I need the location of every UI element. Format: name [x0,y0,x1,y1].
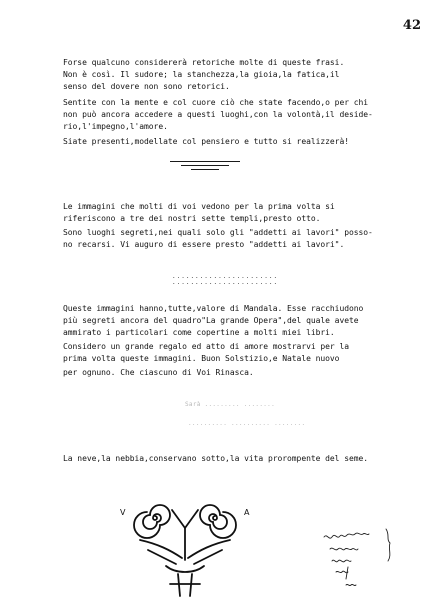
closing-line: La neve,la nebbia,conservano sotto,la vita prorompente del seme. [63,454,369,463]
paragraph-2-line: Sono luoghi segreti,nei quali solo gli "addetti ai lavori" posso- [63,228,373,237]
right-spiral-eye [200,505,236,538]
paragraph-3-line: ammirato i particolari come copertine a molti miei libri. [63,328,335,337]
paragraph-3-line: Queste immagini hanno,tutte,valore di Mandala. Esse racchiudono [63,304,364,313]
dotted-separator-row: ....................... [172,273,279,280]
paragraph-3-line: prima volta queste immagini. Buon Solstizio,e Natale nuovo [63,354,340,363]
page-number: 42 [402,18,421,33]
dotted-separator [172,274,278,286]
paragraph-1-line: Sentite con la mente e col cuore ciò che state facendo,o per chi [63,98,369,107]
paragraph-3-line: più segreti ancora del quadro"La grande Opera",del quale avete [63,316,359,325]
left-spiral-eye [134,505,170,538]
paragraph-1-line: non può ancora accedere a questi luoghi,con la volontà,il deside- [63,110,373,119]
faint-bleed-text: Sarà ......... ........ [185,401,275,408]
handwritten-signature [320,527,410,597]
spiral-face-drawing [110,488,260,600]
paragraph-1-line: Siate presenti,modellate col pensiero e tutto si realizzerà! [63,137,349,146]
paragraph-2-line: riferiscono a tre dei nostri sette templi,presto otto. [63,214,321,223]
right-glyph: A [244,508,250,517]
paragraph-1-line: senso del dovere non sono retorici. [63,82,230,91]
faint-bleed-text: .......... .......... ........ [188,420,306,427]
paragraph-2-line: no recarsi. Vi auguro di essere presto "addetti ai lavori". [63,240,345,249]
paragraph-1-line: Non è così. Il sudore; la stanchezza,la gioia,la fatica,il [63,70,340,79]
dotted-separator-row: ....................... [172,279,279,286]
paragraph-2-line: Le immagini che molti di voi vedono per la prima volta si [63,202,335,211]
paragraph-3-line: Considero un grande regalo ed atto di amore mostrarvi per la [63,342,349,351]
paragraph-1-line: Forse qualcuno considererà retoriche molte di queste frasi. [63,58,345,67]
paragraph-1-line: rio,l'impegno,l'amore. [63,122,168,131]
left-glyph: V [120,508,126,517]
triple-rule-divider [170,161,240,173]
paragraph-3-line: per ognuno. Che ciascuno di Voi Rinasca. [63,368,254,377]
